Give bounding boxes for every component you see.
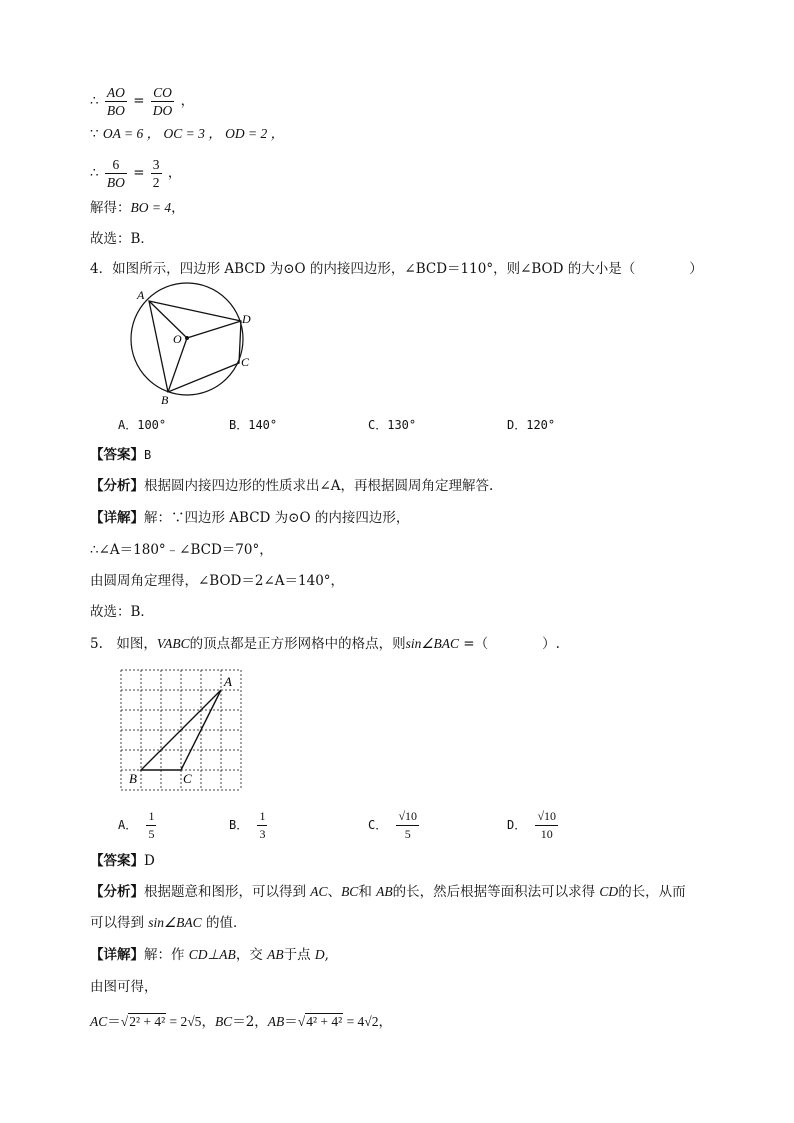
analysis-text: 、 bbox=[327, 884, 342, 900]
segment-cd: CD bbox=[599, 884, 619, 899]
analysis-text: 的长，从而 bbox=[618, 884, 686, 900]
perpendicular-expression: CD⊥AB bbox=[188, 947, 236, 962]
comma: ， bbox=[378, 1014, 392, 1030]
option-fraction bbox=[146, 808, 156, 843]
analysis-text: 根据题意和图形，可以得到 bbox=[144, 884, 311, 900]
fraction-denominator: BO bbox=[106, 103, 125, 118]
fraction-numerator: 6 bbox=[105, 156, 127, 174]
choice-line bbox=[90, 229, 154, 249]
q5-grid-figure bbox=[118, 666, 248, 794]
sin-expression: sin∠BAC bbox=[405, 636, 459, 651]
fraction-numerator: √10 bbox=[396, 808, 419, 826]
fraction-3-2 bbox=[151, 156, 162, 191]
therefore-symbol: ∴ bbox=[90, 165, 99, 181]
fraction-denominator: 5 bbox=[404, 827, 411, 841]
option-label: D． bbox=[507, 818, 527, 832]
answer-value: B bbox=[144, 448, 152, 462]
detail-tag: 【详解】 bbox=[90, 947, 144, 963]
step-text: ∴∠A＝180°﹣∠BCD＝70°， bbox=[90, 542, 273, 558]
analysis-tag: 【分析】 bbox=[90, 884, 144, 900]
segment-ab: AB bbox=[267, 947, 284, 962]
option-label: A． bbox=[118, 818, 138, 832]
segment-ac: AC bbox=[90, 1014, 108, 1029]
q4-option-c: C．130° bbox=[368, 418, 417, 432]
q5-stem-middle: 的顶点都是正方形网格中的格点，则 bbox=[189, 636, 406, 652]
given-values-line bbox=[90, 124, 284, 144]
answer-tag: 【答案】 bbox=[90, 447, 144, 463]
fraction-denominator: 2 bbox=[152, 175, 160, 190]
fraction-ao-bo bbox=[105, 84, 127, 119]
detail-text: 解：∵四边形 ABCD 为⊙O 的内接四边形， bbox=[144, 510, 410, 526]
segment-ob bbox=[168, 338, 187, 392]
q4-step2 bbox=[90, 571, 344, 591]
q4-analysis bbox=[90, 476, 493, 496]
label-b: B bbox=[129, 771, 137, 786]
equals-sign: = bbox=[133, 93, 145, 109]
fraction-numerator: 3 bbox=[152, 157, 160, 172]
q5-from-figure bbox=[90, 977, 158, 997]
label-c: C bbox=[183, 771, 192, 786]
bc-value: ＝2， bbox=[232, 1014, 268, 1030]
option-fraction bbox=[535, 808, 558, 843]
solve-line bbox=[90, 198, 185, 218]
analysis-text: 可以得到 bbox=[90, 915, 149, 931]
center-point bbox=[185, 336, 189, 340]
detail-tag: 【详解】 bbox=[90, 510, 144, 526]
label-a: A bbox=[224, 674, 232, 689]
segment-bc: BC bbox=[214, 1014, 233, 1029]
proportion-line bbox=[90, 84, 194, 119]
detail-text: 于点 bbox=[283, 947, 315, 963]
radical-sign: √ bbox=[120, 1014, 129, 1029]
comma: ， bbox=[201, 1014, 215, 1030]
sin-expression: sin∠BAC bbox=[148, 915, 202, 930]
label-a: A bbox=[137, 288, 145, 302]
point-d: D bbox=[314, 947, 325, 962]
q4-answer bbox=[90, 445, 151, 465]
equals-sign: = bbox=[133, 165, 145, 181]
segment-ab: AB bbox=[376, 884, 393, 899]
radicand-ac: 2² + 4² bbox=[129, 1014, 166, 1029]
q4-step1 bbox=[90, 540, 273, 560]
analysis-text: 和 bbox=[358, 884, 377, 900]
q5-option-c bbox=[368, 808, 421, 843]
q4-stem-text: 4．如图所示，四边形 ABCD 为⊙O 的内接四边形，∠BCD＝110°，则∠BOD 的大小是（ ） bbox=[90, 261, 703, 277]
analysis-tag: 【分析】 bbox=[90, 478, 144, 494]
fraction-co-do bbox=[151, 84, 175, 119]
equals-sign: ＝ bbox=[107, 1014, 121, 1030]
analysis-text: 的值． bbox=[201, 915, 247, 931]
label-c: C bbox=[241, 355, 250, 369]
step-text: 由圆周角定理得，∠BOD＝2∠A＝140°， bbox=[90, 573, 345, 589]
label-b: B bbox=[161, 393, 169, 406]
triangle-label: VABC bbox=[156, 636, 190, 651]
comma: ， bbox=[180, 93, 195, 109]
fraction-denominator: 3 bbox=[259, 827, 266, 841]
comma: ， bbox=[171, 200, 185, 216]
option-fraction bbox=[396, 808, 419, 843]
q5-analysis-line2 bbox=[90, 913, 246, 933]
analysis-text: 根据圆内接四边形的性质求出∠A，再根据圆周角定理解答. bbox=[144, 478, 494, 494]
fraction-denominator: DO bbox=[152, 103, 173, 118]
q5-option-b bbox=[229, 808, 269, 843]
q5-option-d bbox=[507, 808, 560, 843]
option-fraction bbox=[257, 808, 267, 843]
segment-ac: AC bbox=[310, 884, 328, 899]
segment-od bbox=[187, 321, 241, 338]
q4-option-b: B．140° bbox=[229, 418, 278, 432]
q5-stem-suffix: =（ ）. bbox=[459, 636, 560, 652]
fraction-numerator: 1 bbox=[146, 808, 156, 826]
option-label: C． bbox=[368, 818, 388, 832]
fraction-numerator: CO bbox=[151, 84, 175, 102]
q4-option-a: A．100° bbox=[118, 418, 167, 432]
fraction-denominator: BO bbox=[106, 175, 125, 190]
detail-text: 解：作 bbox=[144, 947, 189, 963]
substitution-line bbox=[90, 156, 181, 191]
answer-tag: 【答案】 bbox=[90, 853, 144, 869]
q4-stem bbox=[90, 259, 703, 279]
q4-option-d: D．120° bbox=[507, 418, 556, 432]
solve-label: 解得： bbox=[90, 200, 131, 216]
detail-text: ，交 bbox=[235, 947, 268, 963]
equals-sign: ＝ bbox=[284, 1014, 298, 1030]
comma: , bbox=[324, 947, 329, 963]
q5-calc-line bbox=[90, 1012, 392, 1032]
q4-detail bbox=[90, 508, 409, 528]
from-figure-text: 由图可得， bbox=[90, 979, 158, 995]
q5-option-a bbox=[118, 808, 158, 843]
q5-stem-prefix: 5. 如图， bbox=[90, 636, 157, 652]
fraction-numerator: AO bbox=[106, 85, 125, 100]
therefore-symbol: ∴ bbox=[90, 93, 99, 109]
solve-value: BO = 4 bbox=[130, 200, 172, 215]
ab-value: = 4√2 bbox=[343, 1014, 379, 1029]
q4-circle-figure bbox=[128, 282, 260, 406]
q5-detail bbox=[90, 945, 329, 965]
ac-value: = 2√5 bbox=[166, 1014, 202, 1029]
q5-analysis-line1 bbox=[90, 882, 686, 902]
radical-sign: √ bbox=[297, 1014, 306, 1029]
fraction-numerator: 1 bbox=[257, 808, 267, 826]
fraction-numerator: √10 bbox=[535, 808, 558, 826]
q4-choice bbox=[90, 602, 154, 622]
label-d: D bbox=[242, 312, 251, 326]
fraction-denominator: 10 bbox=[540, 827, 553, 841]
q5-stem bbox=[90, 634, 560, 654]
given-values: OA = 6 ， OC = 3 ， OD = 2 ， bbox=[102, 126, 285, 141]
choice-text: 故选：B． bbox=[90, 231, 154, 247]
radicand-ab: 4² + 4² bbox=[306, 1014, 343, 1029]
fraction-6-bo bbox=[105, 156, 127, 191]
fraction-denominator: 5 bbox=[148, 827, 155, 841]
segment-bc: BC bbox=[341, 884, 359, 899]
comma: ， bbox=[167, 165, 182, 181]
segment-ab: AB bbox=[267, 1014, 285, 1029]
option-label: B． bbox=[229, 818, 249, 832]
choice-text: 故选：B． bbox=[90, 604, 154, 620]
analysis-text: 的长，然后根据等面积法可以求得 bbox=[392, 884, 600, 900]
because-symbol: ∵ bbox=[90, 126, 99, 142]
q5-answer bbox=[90, 851, 155, 871]
answer-value: D bbox=[144, 853, 155, 869]
label-o: O bbox=[173, 332, 182, 346]
